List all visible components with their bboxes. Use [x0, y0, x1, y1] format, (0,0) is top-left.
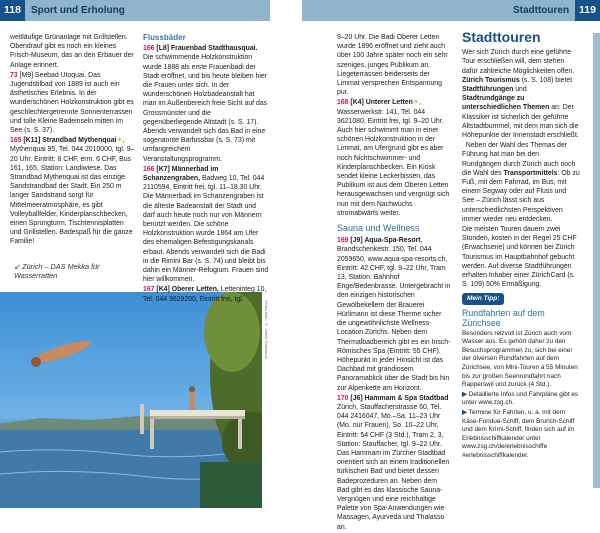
column-2 — [143, 33, 269, 305]
left-page-number: 118 — [0, 0, 25, 21]
entry-text: , Mythenquai 95, Tel. 044 2010000, tgl. 9–20 Uhr. Eintritt: 8 CHF, erm. 6 CHF, Bus 161, 165, Station: Landiwiese. Das Strandbad Mythenquai ist das einzige Sandstrandbad der Stadt. Ein 250 m langer Sandstrand sorgt für Mittelmeeratmosphäre, es gibt Volleyballfelder, Kinderplanschbecken, einen Sprungturm, Tischtennisplatten und Grillstellen. Badespaß für die ganze Familie! — [10, 137, 135, 246]
entry-text: Badweg 10, Tel. 044 2110594, Eintritt frei, tgl. 11–18.30 Uhr. Die Männerbadi im Schanzengraben ist die älteste Badeanstalt der Stadt und darf auch heute noch nur von Männern benutzt werden. Die schöne Holzkonstruktion wurde 1864 am Ufer des ehemaligen Befestigungskanals erbaut. Abends verwandelt sich die Badi in die Rimini Bar (s. S. 74) und bleibt bis dahin ein Männer-Refugium. Frauen sind hier willkommen. — [143, 175, 269, 284]
sun-icon: ☀ — [412, 99, 420, 107]
marker: 166 — [143, 165, 155, 173]
page-edge-tab — [593, 33, 600, 488]
photo-illustration — [0, 292, 262, 508]
left-page-header — [0, 0, 270, 21]
entry-name: [K11] Strandbad Mythenquai — [21, 137, 117, 145]
entry-hammam — [337, 394, 451, 532]
entry-name: [K4] Oberer Letten, — [154, 286, 219, 294]
entry-text: , Brandschenkestr. 150, Tel. 044 2059650, www.aqua-spa-resorts.ch, Eintritt: 42 CHF, tgl. 9–22 Uhr, Tram 13, Station: Bahnhof Enge/Bedenbrasse. Untergebracht in den einzigen historischen Gewölbekellern der Brauerei Hürlimann ist diese Therme sicher die ungewöhnlichste Wellness-Location Zürichs. Neben dem Thermalbadbereich gibt es ein Irisch-Römisches Spa (Eintritt: 55 CHF). Höhepunkt in jeder Hinsicht ist das Dachbad mit grandiosem Panoramablick über die Stadt bis hin zur Alpenkette am Horizont. — [337, 237, 451, 392]
entry-text: Die schwimmende Holzkonstruktion wurde 1888 als erste Frauenbadi der Stadt eröffnet, und bis heute bleiben hier die Frauen unter sich. In der wunderschönen Holzbadeanstalt hat man im Außenbereich freie Sicht auf das Grossmünster und die gegenüberliegende Altstadt (s. S. 17). Abends verwandelt sich das Bad in eine sogenannte Barfussbar (s. S. 73) mit umfangreichem Veranstaltungsprogramm. — [143, 54, 268, 163]
text: Wer sich Zürich durch eine geführte Tour erschließen will, dem stehen dafür zahlreiche Möglichkeiten offen. — [462, 49, 575, 75]
entry-name: [J9] Aqua-Spa-Resort — [348, 237, 421, 245]
text-bold: Stadtrundgänge zu unterschiedlichen Themen — [462, 95, 550, 112]
entry-name: [J6] Hammam & Spa Stadtbad — [348, 394, 449, 402]
entry-name: [K7] Männerbad im Schanzengraben, — [143, 165, 219, 183]
marker: 165 — [10, 137, 22, 145]
arrow-icon: ▶ — [462, 390, 469, 398]
marker: 169 — [337, 237, 349, 245]
entry-name: [L8] Frauenbad Stadthausquai. — [154, 45, 258, 53]
text: : Ob zu Fuß, mit dem Fahrrad, im Bus, mit einem Segway oder auf Fluss und See – Zürich lässt sich aus unterschiedlichsten Perspektiven immer wieder neu entdecken. — [462, 169, 580, 223]
entry-text: Letteninteg 10, Tel. 044 3629200, Eintritt frei, tgl. — [143, 286, 267, 303]
marker: 167 — [143, 286, 155, 294]
entry-maennerbad — [143, 165, 269, 285]
entry-text: , Wasserwerkstr. 141, Tel. 044 3621080, Eintritt frei, tgl. 9–20 Uhr. Auch hier schwimmt man in einer schönen Holzkonstruktion in der Limmat, am Ufergrund gibt es aber noch Nichtschwimmer- und Kinderplanschbecken. Ein Kiosk sendet kleine Leckerbissen, das Publikum ist aus dem Oberen Letten herausgewachsen und vergnügt sich nun mit dem Nachwuchs stromabwärts weiter. — [337, 99, 450, 217]
text: und — [513, 86, 527, 94]
paragraph: weitläufige Grünanlage mit Grillstellen. Obendrauf gibt es noch ein kleines Frisch-Museum, das an den Erbauer der Anlage erinnert. — [10, 34, 134, 69]
arrow-icon: ⇙ — [14, 262, 23, 271]
photo-credit: 133zu Abb.: © Zürich Tourismus — [264, 300, 269, 359]
entry-unterer-letten — [337, 98, 451, 218]
entry-oberer-letten — [143, 285, 269, 303]
entry-text: [M9] Seebad Utoquai. Das Jugendstilbad von 1889 ist auch ein ästhetisches Erlebnis. In der wunderschönen Holzkonstruktion gibt es geschlechtergetrennte Sonnenterrassen und tolle Kleine Badeinseln mitten im See (s. S. 37). — [10, 71, 134, 135]
marker: 168 — [337, 99, 349, 107]
paragraph — [462, 48, 580, 140]
entry-seebad-utoquai — [10, 71, 136, 135]
caption-text: Zürich – DAS Mekka für Wasserratten — [14, 262, 100, 280]
tip-paragraph: Besonders reizvoll ist Zürich auch vom Wasser aus. Es gehört daher zu den Besuchsprogrammen zu, sich bei einer der diversen Rundfahrten auf dem Zürichsee, von Mini-Touren à 55 Minuten bis zur großen Seenrundfahrt nach Rapperswil und zurück (4 Std.). — [462, 329, 578, 389]
text: Neben der Wahl des Themas der Führung hat man bei den Rundgängen durch Zürich auch noch die Wahl des — [462, 142, 576, 177]
tip-box — [462, 293, 580, 460]
left-section-title: Sport und Erholung — [30, 5, 125, 16]
entry-text: Zürich, Stauffacherstrasse 60, Tel. 044 2416047, Mo.–Sa. 11–23 Uhr (Mo. nur Frauen), So. 10–22 Uhr, Eintritt: 54 CHF (3 Std.), Tram 2, 3, Station: Stauffacher, tgl. 9–22 Uhr. Das Hammam im Zürcher Stadtbad orientiert sich an einem traditionellen türkischen Bad und bietet dessen Badeprozeduren an. Neben dem Bad gibt es das klassische Sauna-Vergnügen und eine reichhaltige Palette von Spa-Anwendungen wie Massagen, Ayurveda und Thalasso an. — [337, 403, 450, 531]
section-title-stadttouren: Stadttouren — [462, 29, 541, 45]
entry-name: [K4] Unterer Letten — [348, 99, 413, 107]
column-1 — [10, 33, 136, 248]
arrow-icon: ▶ — [462, 409, 469, 417]
right-page-number: 119 — [575, 0, 600, 21]
text: (s. S. 108) bietet — [519, 76, 573, 84]
tip-label: Mein Tipp: — [462, 293, 504, 304]
text-bold: Transportmittels — [503, 169, 558, 177]
subheading-sauna-wellness: Sauna und Wellness — [337, 223, 420, 234]
column-3 — [337, 33, 451, 533]
tip-bullet: Termine für Fahrten, u. a. mit dem Käse-Fondue-Schiff, dem Brunch-Schiff und dem Krimi-Schiff, finden sich auf im Erlebnisschiffkalender unter www.zsg.ch/de/erlebnisschiffe #erlebnisschiffkalender. — [462, 409, 575, 459]
sun-icon: ☀ — [116, 137, 123, 145]
photo-caption — [14, 262, 134, 280]
subheading-flussbaeder: Flussbäder — [143, 33, 186, 42]
right-page-header — [302, 0, 600, 21]
tip-text — [462, 330, 580, 461]
paragraph: Die meisten Touren dauern zwei Stunden, kosten in der Regel 25 CHF (Erwachsene) und können bei Zürich Tourismus im Hauptbahnhof gebucht werden. Auf diverse Stadtführungen erhalten Inhaber einer ZürichCard (s. S. 109) 50% Ermäßigung. — [462, 226, 577, 289]
entry-strandbad-mythenquai — [10, 136, 136, 246]
paragraph — [462, 141, 580, 224]
marker: 166 — [143, 45, 155, 53]
column-4 — [462, 29, 580, 462]
entry-aqua-spa — [337, 236, 451, 392]
text-bold: Zürich Tourismus — [462, 76, 520, 84]
tip-title: Rundfahrten auf dem Zürichsee — [462, 307, 545, 328]
tip-paragraph — [462, 409, 580, 461]
marker: 170 — [337, 394, 349, 402]
paragraph: 9–20 Uhr. Die Badi Oberer Letten wurde 1896 eröffnet und zieht auch über 100 Jahre später noch ein sehr szeniges, junges Publikum an. Liegeterrassen beiderseits der Limmat versprechen Entspannung pur. — [337, 34, 448, 97]
photo-diver — [0, 292, 262, 508]
text: an: Der Klassiker ist sicherlich der geführte Altstadtbummel, mit dem man sich die Höhepunkte der Innenstadt erschließt. — [462, 104, 579, 140]
tip-paragraph — [462, 391, 580, 408]
entry-frauenbad — [143, 44, 269, 164]
text-bold: Stadtführungen — [462, 86, 514, 94]
marker: 73 — [10, 71, 18, 79]
tip-bullet: Detaillierte Infos und Fahrpläne gibt es unter www.zsg.ch. — [462, 390, 579, 407]
right-section-title: Stadttouren — [512, 5, 570, 16]
